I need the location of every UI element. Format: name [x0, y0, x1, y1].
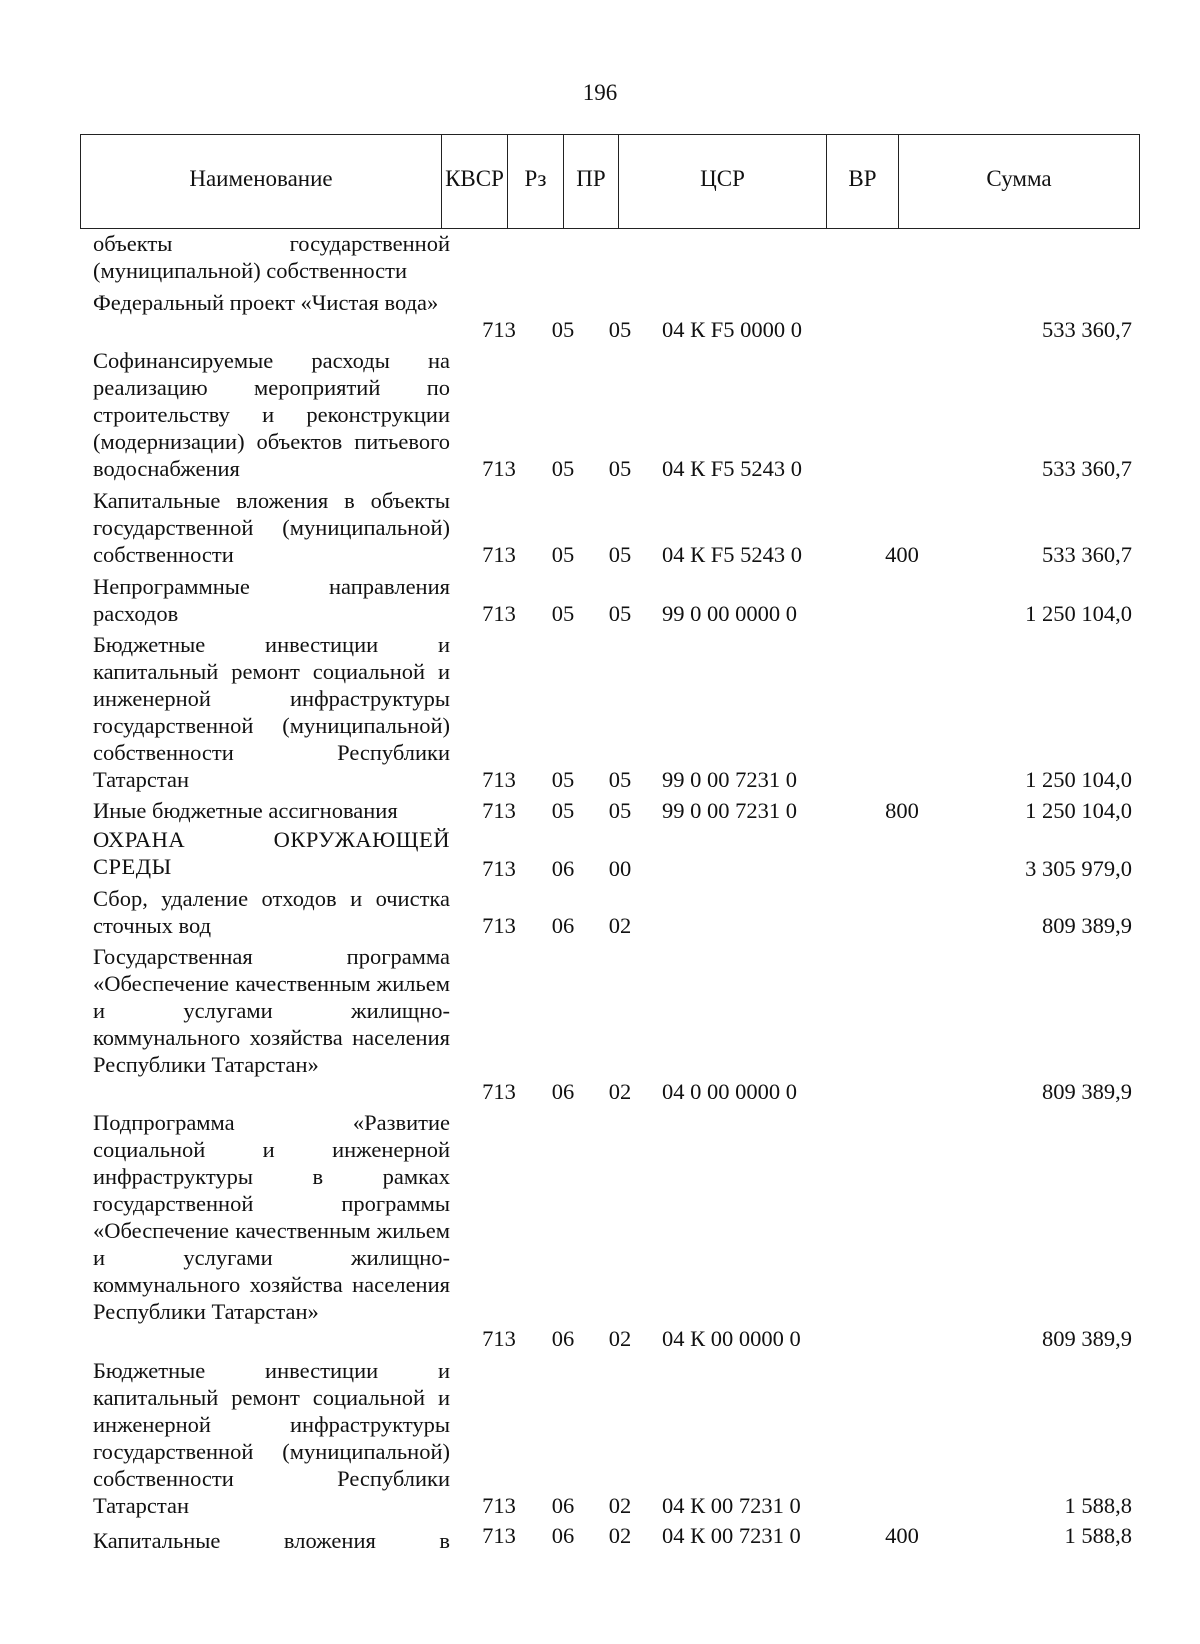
row-csr: 99 0 00 7231 0 [662, 767, 797, 792]
row-kvsr: 713 [482, 1079, 516, 1104]
row-name: объекты государственной (муниципальной) собственности [93, 231, 450, 283]
row-kvsr: 713 [482, 1326, 516, 1351]
row-kvsr: 713 [482, 1523, 516, 1548]
header-rz: Рз [507, 135, 563, 228]
row-csr: 04 К F5 5243 0 [662, 456, 803, 481]
row-kvsr: 713 [482, 456, 516, 481]
row-rz: 05 [551, 798, 575, 823]
row-vr: 800 [885, 798, 919, 823]
row-csr: 04 К F5 5243 0 [662, 542, 803, 567]
row-pr: 02 [608, 1326, 632, 1351]
row-pr: 02 [608, 1523, 632, 1548]
row-sum: 533 360,7 [1042, 542, 1132, 567]
row-name: Иные бюджетные ассигнования [93, 798, 398, 823]
row-csr: 04 К F5 0000 0 [662, 317, 803, 342]
row-sum: 3 305 979,0 [1025, 856, 1132, 881]
row-vr: 400 [885, 1523, 919, 1548]
header-sum: Сумма [898, 135, 1139, 228]
row-pr: 02 [608, 913, 632, 938]
header-csr: ЦСР [618, 135, 826, 228]
row-kvsr: 713 [482, 913, 516, 938]
row-pr: 05 [608, 767, 632, 792]
row-sum: 809 389,9 [1042, 1326, 1132, 1351]
row-csr: 04 0 00 0000 0 [662, 1079, 797, 1104]
row-kvsr: 713 [482, 1493, 516, 1518]
row-kvsr: 713 [482, 542, 516, 567]
row-rz: 06 [551, 1493, 575, 1518]
row-csr: 04 К 00 0000 0 [662, 1326, 801, 1351]
row-name: Капитальные вложения в объекты государственной (муниципальной) собственности [93, 488, 450, 567]
row-rz: 06 [551, 1326, 575, 1351]
row-rz: 06 [551, 1523, 575, 1548]
header-pr: ПР [563, 135, 618, 228]
row-vr: 400 [885, 542, 919, 567]
row-name: Федеральный проект «Чистая вода» [93, 290, 439, 315]
row-name: Подпрограмма «Развитие социальной и инженерной инфраструктуры в рамках государственной программы «Обеспечение качественным жильем и услугами жилищно-коммунального хозяйства населения Республики Татарстан» [93, 1110, 450, 1324]
row-pr: 02 [608, 1493, 632, 1518]
row-kvsr: 713 [482, 767, 516, 792]
row-rz: 06 [551, 856, 575, 881]
row-kvsr: 713 [482, 856, 516, 881]
row-name: Софинансируемые расходы на реализацию мероприятий по строительству и реконструкции (модернизации) объектов питьевого водоснабжения [93, 348, 450, 481]
row-name: Непрограммные направления расходов [93, 574, 450, 626]
section-heading: ОХРАНА ОКРУЖАЮЩЕЙ СРЕДЫ [93, 827, 450, 879]
row-sum: 1 250 104,0 [1025, 767, 1132, 792]
row-sum: 533 360,7 [1042, 317, 1132, 342]
page-number: 196 [582, 80, 618, 105]
row-csr: 99 0 00 0000 0 [662, 601, 797, 626]
row-rz: 06 [551, 1079, 575, 1104]
row-csr: 04 К 00 7231 0 [662, 1493, 801, 1518]
row-pr: 05 [608, 542, 632, 567]
row-rz: 05 [551, 767, 575, 792]
row-rz: 05 [551, 601, 575, 626]
row-rz: 05 [551, 542, 575, 567]
row-csr: 99 0 00 7231 0 [662, 798, 797, 823]
row-pr: 00 [608, 856, 632, 881]
row-name: Сбор, удаление отходов и очистка сточных вод [93, 886, 450, 938]
row-sum: 533 360,7 [1042, 456, 1132, 481]
table-header [80, 134, 1140, 229]
row-pr: 05 [608, 798, 632, 823]
row-name: Капитальные вложения в [93, 1528, 450, 1553]
row-kvsr: 713 [482, 798, 516, 823]
header-name: Наименование [189, 165, 333, 191]
row-kvsr: 713 [482, 317, 516, 342]
row-name: Бюджетные инвестиции и капитальный ремонт социальной и инженерной инфраструктуры государственной (муниципальной) собственности Республики Татарстан [93, 1358, 450, 1518]
row-sum: 1 588,8 [1064, 1523, 1132, 1548]
row-sum: 1 588,8 [1064, 1493, 1132, 1518]
row-rz: 05 [551, 456, 575, 481]
row-pr: 05 [608, 317, 632, 342]
row-rz: 05 [551, 317, 575, 342]
row-name: Бюджетные инвестиции и капитальный ремонт социальной и инженерной инфраструктуры государственной (муниципальной) собственности Республики Татарстан [93, 632, 450, 792]
row-rz: 06 [551, 913, 575, 938]
row-kvsr: 713 [482, 601, 516, 626]
row-pr: 05 [608, 601, 632, 626]
row-sum: 809 389,9 [1042, 913, 1132, 938]
row-csr: 04 К 00 7231 0 [662, 1523, 801, 1548]
header-vr: ВР [826, 135, 898, 228]
row-name: Государственная программа «Обеспечение качественным жильем и услугами жилищно-коммунального хозяйства населения Республики Татарстан» [93, 944, 450, 1077]
row-pr: 05 [608, 456, 632, 481]
row-sum: 809 389,9 [1042, 1079, 1132, 1104]
header-kvsr: КВСР [441, 135, 507, 228]
row-sum: 1 250 104,0 [1025, 601, 1132, 626]
row-sum: 1 250 104,0 [1025, 798, 1132, 823]
row-pr: 02 [608, 1079, 632, 1104]
